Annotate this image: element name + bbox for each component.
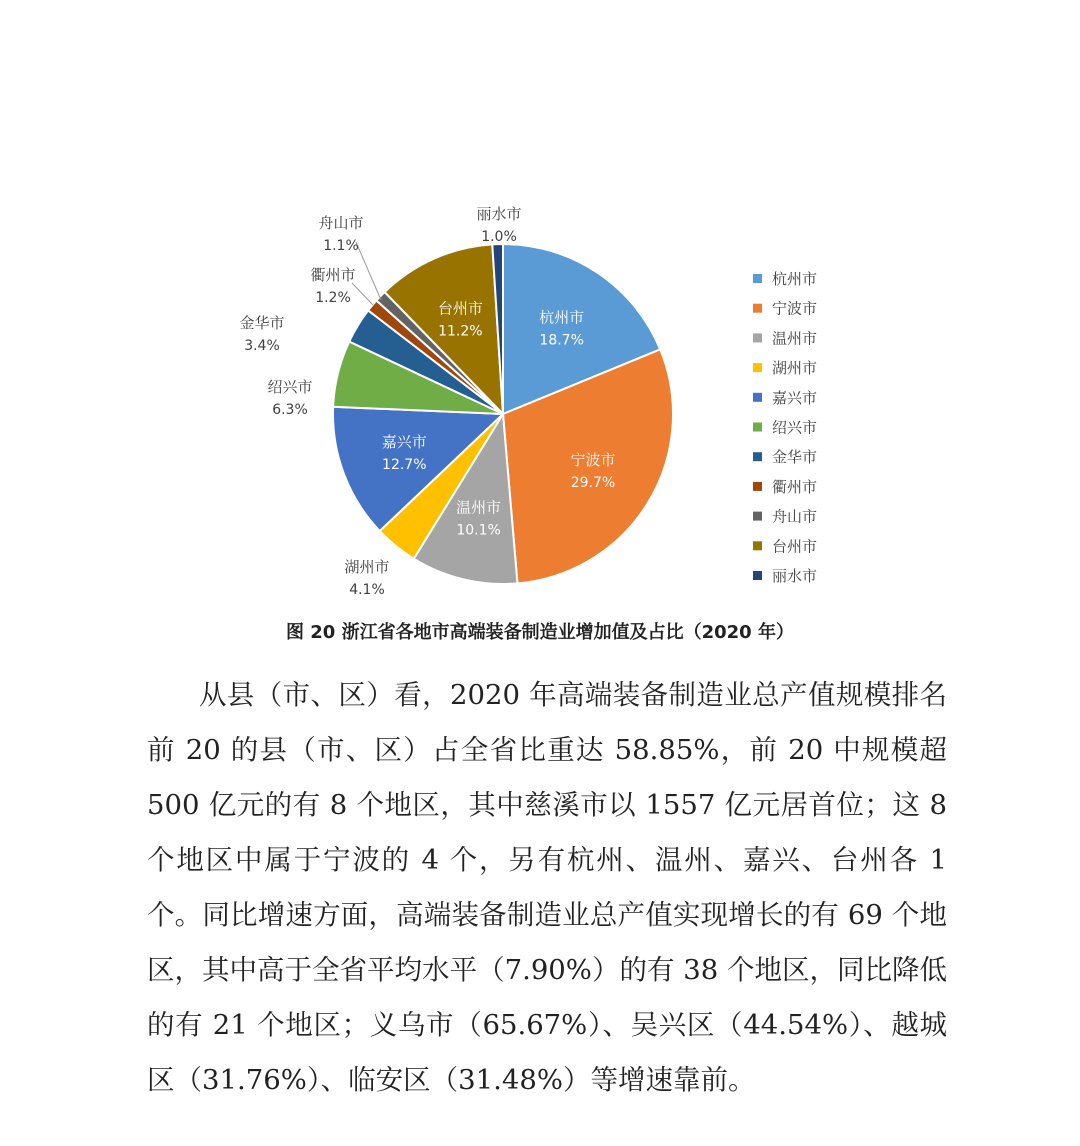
legend-label-0: 杭州市: [772, 270, 818, 288]
slice-value-label-5: 6.3%: [272, 402, 308, 418]
slice-value-label-9: 11.2%: [438, 323, 483, 340]
legend-label-5: 绍兴市: [772, 418, 818, 437]
slice-value-label-8: 1.1%: [323, 238, 359, 254]
legend-swatch-6: [753, 452, 762, 461]
body-paragraph: 从县（市、区）看，2020 年高端装备制造业总产值规模排名前 20 的县（市、区）占全省比重达 58.85%，前 20 中规模超 500 亿元的有 8 个地区，其中慈溪市以 1557 亿元居首位；这 8 个地区中属于宁波的 4 个，另有杭州、温州、嘉兴、台州各 1 个。同比增速方面，高端装备制造业总产值实现增长的有 69 个地区，其中高于全省平均水平（7.90%）的有 38 个地区，同比降低的有 21 个地区；义乌市（65.67%）、吴兴区（44.54%）、越城区（31.76%）、临安区（31.48%）等增速靠前。: [147, 679, 947, 1096]
slice-label-10: 丽水市: [476, 205, 522, 223]
figure-caption: 图 20 浙江省各地市高端装备制造业增加值及占比（2020 年）: [286, 622, 794, 643]
slice-label-8: 舟山市: [318, 214, 364, 232]
slice-value-label-6: 3.4%: [244, 338, 280, 354]
slice-value-label-7: 1.2%: [315, 290, 351, 306]
slice-value-label-0: 18.7%: [539, 332, 584, 349]
slice-label-6: 金华市: [239, 314, 285, 332]
legend-swatch-1: [753, 304, 762, 313]
legend-swatch-2: [753, 333, 762, 342]
slice-label-7: 衢州市: [310, 266, 356, 284]
slice-value-label-10: 1.0%: [481, 229, 517, 245]
slice-label-5: 绍兴市: [267, 378, 313, 396]
legend-label-1: 宁波市: [772, 299, 818, 318]
slice-label-4: 嘉兴市: [381, 432, 427, 451]
legend-label-6: 金华市: [772, 448, 818, 467]
slice-label-1: 宁波市: [570, 450, 616, 469]
legend-label-2: 温州市: [772, 329, 818, 348]
legend-swatch-8: [753, 512, 762, 521]
slice-value-label-1: 29.7%: [570, 474, 616, 491]
leader-line-7: [352, 283, 373, 305]
legend-swatch-0: [753, 274, 762, 283]
legend-swatch-5: [753, 423, 762, 432]
legend-label-8: 舟山市: [772, 507, 818, 526]
legend-label-3: 湖州市: [772, 359, 818, 378]
slice-label-9: 台州市: [437, 299, 483, 318]
legend-swatch-7: [753, 482, 762, 491]
legend-swatch-4: [753, 393, 762, 402]
slice-value-label-3: 4.1%: [349, 582, 385, 598]
slice-label-2: 温州市: [456, 498, 502, 517]
legend-label-9: 台州市: [772, 537, 818, 556]
legend-label-4: 嘉兴市: [772, 388, 818, 407]
legend-swatch-10: [753, 571, 762, 580]
legend-swatch-3: [753, 363, 762, 372]
slice-value-label-4: 12.7%: [382, 456, 427, 473]
slice-value-label-2: 10.1%: [456, 522, 501, 539]
slice-label-3: 湖州市: [344, 558, 390, 576]
legend-label-10: 丽水市: [772, 567, 818, 585]
slice-label-0: 杭州市: [539, 308, 585, 327]
legend-swatch-9: [753, 541, 762, 550]
legend-label-7: 衢州市: [772, 477, 818, 496]
